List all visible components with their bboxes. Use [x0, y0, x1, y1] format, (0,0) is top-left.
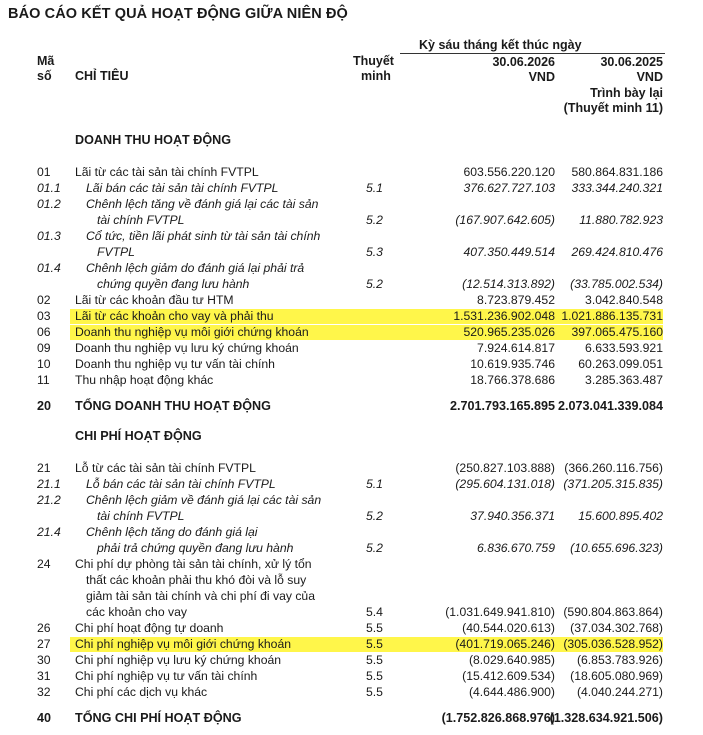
row-value-2026: (295.604.131.018): [455, 477, 555, 491]
row-label: Lãi từ các tài sản tài chính FVTPL: [75, 165, 259, 179]
row-label: Chi phí hoạt động tự doanh: [75, 621, 224, 635]
row-value-2026: (167.907.642.605): [455, 213, 555, 227]
row-note: 5.2: [366, 541, 383, 555]
row-label: FVTPL: [97, 245, 135, 259]
header-col2-note1: Trình bày lại: [590, 86, 663, 100]
table-row: [0, 340, 703, 356]
row-label: phải trả chứng quyền đang lưu hành: [97, 541, 294, 555]
row-label: Chênh lệch tăng về đánh giá lại các tài sản: [86, 197, 319, 211]
row-label: Lãi bán các tài sản tài chính FVTPL: [86, 181, 279, 195]
table-row: [0, 180, 703, 196]
table-row: [0, 356, 703, 372]
row-value-2026: (250.827.103.888): [455, 461, 555, 475]
row-label: Lãi từ các khoản cho vay và phải thu: [75, 309, 274, 323]
row-value-2026: 18.766.378.686: [470, 373, 555, 387]
row-value-2025: (305.036.528.952): [563, 637, 663, 651]
row-label: Chi phí nghiệp vụ tư vấn tài chính: [75, 669, 258, 683]
header-chi-tieu: CHỈ TIÊU: [75, 69, 129, 83]
header-ma-so-1: Mã: [37, 54, 55, 68]
row-code: 11: [37, 373, 50, 387]
row-value-2025: (1.328.634.921.506): [549, 711, 663, 725]
row-value-2026: (1.031.649.941.810): [445, 605, 555, 619]
row-value-2025: 1.021.886.135.731: [561, 309, 663, 323]
table-row: [0, 292, 703, 308]
table-row: [0, 476, 703, 492]
row-code: 24: [37, 557, 51, 571]
row-value-2026: 407.350.449.514: [463, 245, 555, 259]
table-row: [0, 308, 703, 324]
table-row: [0, 572, 703, 588]
row-label: Chi phí các dịch vụ khác: [75, 685, 208, 699]
row-value-2026: (15.412.609.534): [462, 669, 555, 683]
row-note: 5.1: [366, 181, 383, 195]
table-row: [0, 372, 703, 388]
header-col1-unit: VND: [528, 70, 555, 84]
table-row: [0, 508, 703, 524]
row-value-2025: (590.804.863.864): [563, 605, 663, 619]
row-value-2025: (6.853.783.926): [576, 653, 663, 667]
header-col1-date: 30.06.2026: [492, 55, 555, 69]
row-code: 01.3: [37, 229, 61, 243]
row-note: 5.5: [366, 621, 383, 635]
row-value-2025: (37.034.302.768): [570, 621, 663, 635]
table-row: [0, 244, 703, 260]
row-label: Chênh lệch tăng do đánh giá lại: [86, 525, 258, 539]
row-code: 10: [37, 357, 51, 371]
row-label: Lỗ từ các tài sản tài chính FVTPL: [75, 461, 256, 475]
table-row: [0, 324, 703, 340]
row-value-2026: 2.701.793.165.895: [449, 399, 555, 413]
row-label: TỔNG DOANH THU HOẠT ĐỘNG: [75, 399, 271, 413]
table-row: [0, 540, 703, 556]
row-label: Chi phí nghiệp vụ môi giới chứng khoán: [75, 637, 292, 651]
row-label: Doanh thu nghiệp vụ môi giới chứng khoán: [75, 325, 309, 339]
table-row: [0, 652, 703, 668]
row-value-2026: (8.029.640.985): [468, 653, 555, 667]
row-value-2025: 6.633.593.921: [585, 341, 663, 355]
row-value-2025: 333.344.240.321: [571, 181, 663, 195]
header-ma-so-2: số: [37, 69, 52, 83]
header-col2-note2: (Thuyết minh 11): [563, 101, 663, 115]
total-row: [0, 398, 703, 414]
row-label: Thu nhập hoạt động khác: [75, 373, 214, 387]
row-code: 40: [37, 711, 52, 725]
section-heading: [0, 428, 703, 444]
row-code: 21.2: [37, 493, 61, 507]
header-period-rule: [400, 53, 665, 54]
row-value-2025: (33.785.002.534): [570, 277, 663, 291]
row-label: Doanh thu nghiệp vụ lưu ký chứng khoán: [75, 341, 299, 355]
row-value-2025: (4.040.244.271): [576, 685, 663, 699]
row-value-2026: 8.723.879.452: [477, 293, 555, 307]
row-label: chứng quyền đang lưu hành: [97, 277, 250, 291]
row-code: 27: [37, 637, 51, 651]
row-value-2026: 520.965.235.026: [463, 325, 555, 339]
row-label: Chênh lệch giảm về đánh giá lại các tài sản: [86, 493, 322, 507]
row-value-2026: (401.719.065.246): [455, 637, 555, 651]
row-code: 01.4: [37, 261, 61, 275]
row-note: 5.5: [366, 653, 383, 667]
header-thuyet-minh-1: Thuyết: [353, 54, 394, 68]
total-row: [0, 710, 703, 726]
table-row: [0, 588, 703, 604]
row-value-2026: 7.924.614.817: [477, 341, 555, 355]
header-thuyet-minh-2: minh: [361, 69, 391, 83]
row-value-2026: (40.544.020.613): [462, 621, 555, 635]
row-note: 5.5: [366, 669, 383, 683]
header-col2-date: 30.06.2025: [600, 55, 663, 69]
row-code: 21: [37, 461, 51, 475]
row-label: Cổ tức, tiền lãi phát sinh từ tài sản tài chính: [86, 229, 321, 243]
table-row: [0, 684, 703, 700]
row-label: Lỗ bán các tài sản tài chính FVTPL: [86, 477, 276, 491]
row-code: 20: [37, 399, 52, 413]
row-value-2026: 6.836.670.759: [477, 541, 555, 555]
row-code: 21.1: [37, 477, 61, 491]
row-note: 5.2: [366, 509, 383, 523]
row-code: 01.1: [37, 181, 61, 195]
table-row: [0, 196, 703, 212]
table-row: [0, 492, 703, 508]
row-value-2026: 603.556.220.120: [463, 165, 555, 179]
header-period: Kỳ sáu tháng kết thúc ngày: [419, 38, 582, 52]
row-value-2026: (12.514.313.892): [462, 277, 555, 291]
row-note: 5.3: [366, 245, 383, 259]
row-value-2025: 11.880.782.923: [579, 213, 663, 227]
row-value-2026: 376.627.727.103: [463, 181, 555, 195]
row-code: 09: [37, 341, 51, 355]
row-code: 03: [37, 309, 51, 323]
row-code: 21.4: [37, 525, 61, 539]
row-label: tài chính FVTPL: [97, 213, 185, 227]
row-label: DOANH THU HOẠT ĐỘNG: [75, 133, 232, 147]
row-code: 30: [37, 653, 51, 667]
row-label: Chi phí nghiệp vụ lưu ký chứng khoán: [75, 653, 282, 667]
row-value-2025: (371.205.315.835): [563, 477, 663, 491]
row-value-2025: (18.605.080.969): [570, 669, 663, 683]
table-row: [0, 228, 703, 244]
row-code: 02: [37, 293, 51, 307]
report-title: BÁO CÁO KẾT QUẢ HOẠT ĐỘNG GIỮA NIÊN ĐỘ: [8, 6, 348, 22]
row-value-2025: 15.600.895.402: [578, 509, 663, 523]
row-value-2025: (10.655.696.323): [570, 541, 663, 555]
header-col2-unit: VND: [636, 70, 663, 84]
row-value-2026: (4.644.486.900): [468, 685, 555, 699]
row-label: thất các khoản phải thu khó đòi và lỗ suy: [86, 573, 307, 587]
row-value-2026: 1.531.236.902.048: [453, 309, 555, 323]
row-value-2025: 3.042.840.548: [585, 293, 663, 307]
row-label: Chi phí dự phòng tài sản tài chính, xử lý tổn: [75, 557, 312, 571]
row-note: 5.5: [366, 637, 383, 651]
row-code: 32: [37, 685, 51, 699]
row-note: 5.4: [366, 605, 383, 619]
table-row: [0, 260, 703, 276]
row-label: các khoản cho vay: [86, 605, 187, 619]
row-label: tài chính FVTPL: [97, 509, 185, 523]
row-note: 5.5: [366, 685, 383, 699]
row-value-2025: 2.073.041.339.084: [557, 399, 663, 413]
row-label: Lãi từ các khoản đầu tư HTM: [75, 293, 234, 307]
table-row: [0, 164, 703, 180]
row-label: CHI PHÍ HOẠT ĐỘNG: [75, 429, 202, 443]
row-note: 5.2: [366, 213, 383, 227]
table-row: [0, 556, 703, 572]
table-row: [0, 212, 703, 228]
row-value-2025: 580.864.831.186: [571, 165, 663, 179]
row-value-2025: 3.285.363.487: [585, 373, 663, 387]
table-row: [0, 276, 703, 292]
row-value-2026: 37.940.356.371: [470, 509, 555, 523]
section-heading: [0, 132, 703, 148]
row-label: Doanh thu nghiệp vụ tư vấn tài chính: [75, 357, 275, 371]
row-label: Chênh lệch giảm do đánh giá lại phải trả: [86, 261, 305, 275]
table-row: [0, 460, 703, 476]
row-label: giảm tài sản tài chính và chi phí đi vay của: [86, 589, 315, 603]
row-note: 5.2: [366, 277, 383, 291]
row-value-2025: 397.065.475.160: [571, 325, 663, 339]
row-note: 5.1: [366, 477, 383, 491]
row-value-2026: (1.752.826.868.976): [441, 711, 555, 725]
table-row: [0, 668, 703, 684]
row-code: 01.2: [37, 197, 61, 211]
row-code: 26: [37, 621, 51, 635]
table-row: [0, 636, 703, 652]
row-value-2025: 60.263.099.051: [578, 357, 663, 371]
row-code: 01: [37, 165, 51, 179]
row-code: 31: [37, 669, 51, 683]
row-value-2025: (366.260.116.756): [564, 461, 663, 475]
table-row: [0, 604, 703, 620]
row-value-2025: 269.424.810.476: [571, 245, 663, 259]
row-label: TỔNG CHI PHÍ HOẠT ĐỘNG: [75, 711, 242, 725]
table-row: [0, 524, 703, 540]
table-row: [0, 620, 703, 636]
row-code: 06: [37, 325, 51, 339]
row-value-2026: 10.619.935.746: [470, 357, 555, 371]
